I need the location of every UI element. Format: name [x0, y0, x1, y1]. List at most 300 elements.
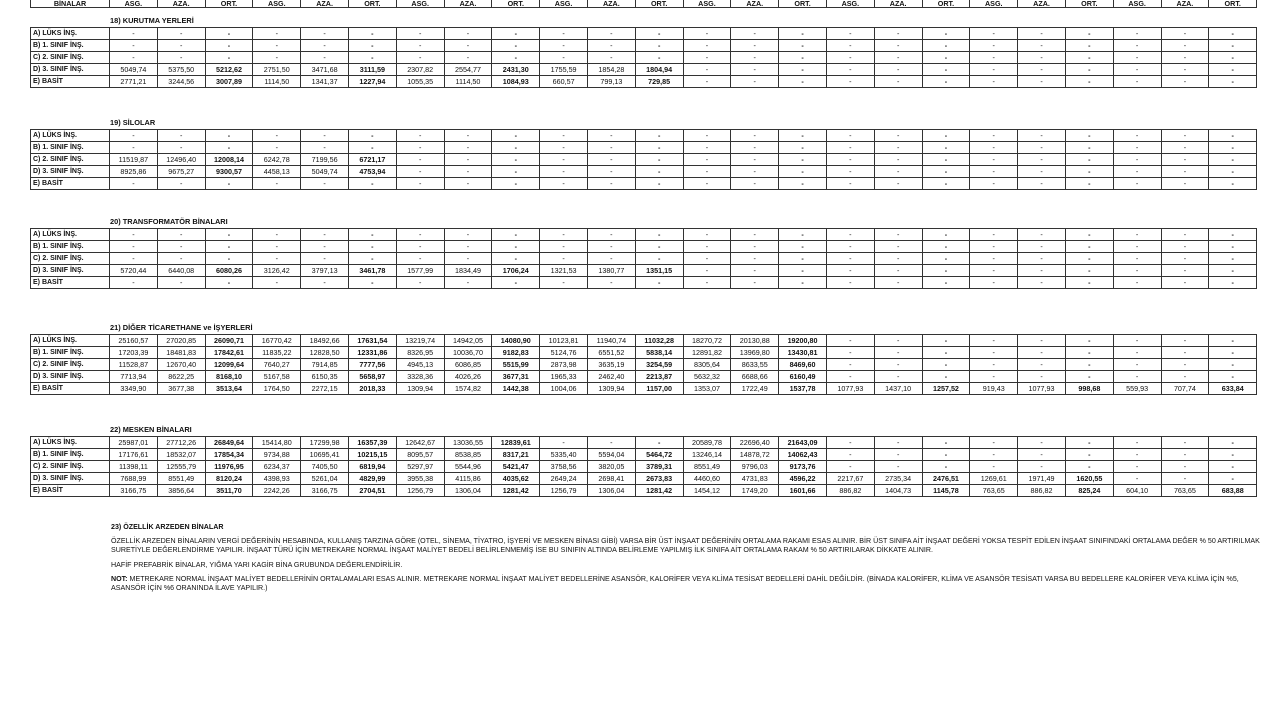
- table-cell: 25160,57: [110, 335, 158, 347]
- table-cell: -: [1065, 437, 1113, 449]
- table-cell: -: [970, 461, 1018, 473]
- table-cell: 2272,15: [301, 383, 349, 395]
- table-cell: -: [1161, 166, 1209, 178]
- table-cell: -: [779, 241, 827, 253]
- table-cell: -: [826, 178, 874, 190]
- table-cell: 7914,85: [301, 359, 349, 371]
- table-cell: -: [1065, 178, 1113, 190]
- table-row: [31, 28, 1257, 40]
- table-cell: 6234,37: [253, 461, 301, 473]
- table-cell: -: [540, 178, 588, 190]
- table-cell: -: [1065, 166, 1113, 178]
- table-cell: 6150,35: [301, 371, 349, 383]
- table-cell: -: [731, 241, 779, 253]
- table-cell: 1256,79: [540, 485, 588, 497]
- table-cell: -: [540, 52, 588, 64]
- table-cell: 2431,30: [492, 64, 540, 76]
- table-cell: 14062,43: [779, 449, 827, 461]
- table-cell: -: [826, 437, 874, 449]
- table-cell: 6160,49: [779, 371, 827, 383]
- table-cell: -: [826, 265, 874, 277]
- table-cell: -: [540, 241, 588, 253]
- table-cell: 18492,66: [301, 335, 349, 347]
- table-cell: -: [874, 76, 922, 88]
- column-header: AZA.: [1161, 0, 1209, 8]
- table-cell: -: [635, 229, 683, 241]
- table-cell: 1722,49: [731, 383, 779, 395]
- table-cell: -: [157, 178, 205, 190]
- table-cell: -: [396, 178, 444, 190]
- table-cell: -: [970, 64, 1018, 76]
- table-cell: 4026,26: [444, 371, 492, 383]
- table-cell: -: [1018, 359, 1066, 371]
- table-cell: -: [1113, 253, 1161, 265]
- table-cell: 3166,75: [110, 485, 158, 497]
- table-cell: -: [683, 64, 731, 76]
- table-cell: -: [1209, 64, 1257, 76]
- table-cell: 4596,22: [779, 473, 827, 485]
- table-cell: 1227,94: [348, 76, 396, 88]
- table-cell: -: [492, 130, 540, 142]
- table-cell: 12496,40: [157, 154, 205, 166]
- table-cell: 19200,80: [779, 335, 827, 347]
- table-cell: -: [874, 142, 922, 154]
- table-cell: -: [683, 178, 731, 190]
- table-cell: -: [635, 142, 683, 154]
- table-cell: 3789,31: [635, 461, 683, 473]
- table-cell: 3677,38: [157, 383, 205, 395]
- row-label: B) 1. SINIF İNŞ.: [31, 142, 110, 154]
- table-cell: 17842,61: [205, 347, 253, 359]
- table-cell: -: [635, 241, 683, 253]
- table-cell: -: [683, 265, 731, 277]
- table-cell: 2462,40: [587, 371, 635, 383]
- table-cell: -: [874, 265, 922, 277]
- table-cell: -: [970, 253, 1018, 265]
- table-cell: -: [540, 154, 588, 166]
- row-label: D) 3. SINIF İNŞ.: [31, 64, 110, 76]
- table-cell: -: [110, 28, 158, 40]
- table-cell: -: [157, 142, 205, 154]
- table-cell: -: [348, 40, 396, 52]
- row-label: B) 1. SINIF İNŞ.: [31, 347, 110, 359]
- table-cell: -: [874, 253, 922, 265]
- table-cell: -: [922, 28, 970, 40]
- table-cell: -: [396, 40, 444, 52]
- table-cell: 1574,82: [444, 383, 492, 395]
- table-cell: -: [970, 76, 1018, 88]
- table-cell: -: [396, 52, 444, 64]
- table-cell: 11398,11: [110, 461, 158, 473]
- row-label: B) 1. SINIF İNŞ.: [31, 449, 110, 461]
- table-cell: 13246,14: [683, 449, 731, 461]
- table-cell: -: [970, 166, 1018, 178]
- table-cell: -: [635, 52, 683, 64]
- table-cell: -: [731, 178, 779, 190]
- column-header: ORT.: [635, 0, 683, 8]
- table-cell: -: [444, 178, 492, 190]
- table-cell: 17176,61: [110, 449, 158, 461]
- table-cell: -: [1161, 371, 1209, 383]
- table-cell: 4398,93: [253, 473, 301, 485]
- table-cell: 1601,66: [779, 485, 827, 497]
- table-cell: -: [922, 130, 970, 142]
- table-cell: -: [874, 130, 922, 142]
- row-label: E) BASİT: [31, 178, 110, 190]
- table-row: [31, 229, 1257, 241]
- row-label: A) LÜKS İNŞ.: [31, 130, 110, 142]
- table-cell: -: [540, 142, 588, 154]
- table-cell: 3635,19: [587, 359, 635, 371]
- table-cell: -: [826, 166, 874, 178]
- table-cell: 11976,95: [205, 461, 253, 473]
- table-cell: -: [205, 28, 253, 40]
- table-cell: -: [1209, 178, 1257, 190]
- table-row: [31, 383, 1257, 395]
- table-cell: -: [1209, 130, 1257, 142]
- table-cell: 3007,89: [205, 76, 253, 88]
- table-cell: -: [1018, 437, 1066, 449]
- table-cell: 2018,33: [348, 383, 396, 395]
- table-cell: -: [396, 241, 444, 253]
- table-cell: -: [826, 229, 874, 241]
- table-cell: 1351,15: [635, 265, 683, 277]
- table-cell: -: [348, 241, 396, 253]
- table-cell: -: [1113, 229, 1161, 241]
- row-label: D) 3. SINIF İNŞ.: [31, 166, 110, 178]
- table-cell: -: [444, 241, 492, 253]
- row-label: A) LÜKS İNŞ.: [31, 229, 110, 241]
- table-cell: -: [635, 130, 683, 142]
- table-cell: -: [731, 166, 779, 178]
- table-cell: -: [205, 277, 253, 289]
- table-cell: -: [444, 142, 492, 154]
- table-cell: -: [683, 40, 731, 52]
- cost-table: [30, 334, 1257, 395]
- column-header: ASG.: [683, 0, 731, 8]
- table-cell: 26849,64: [205, 437, 253, 449]
- table-cell: 1257,52: [922, 383, 970, 395]
- table-cell: -: [587, 52, 635, 64]
- table-cell: 5297,97: [396, 461, 444, 473]
- table-cell: -: [1113, 178, 1161, 190]
- table-cell: -: [301, 28, 349, 40]
- table-cell: -: [970, 229, 1018, 241]
- table-cell: 20130,88: [731, 335, 779, 347]
- table-cell: 12828,50: [301, 347, 349, 359]
- table-cell: -: [348, 253, 396, 265]
- table-cell: -: [157, 253, 205, 265]
- table-cell: -: [444, 154, 492, 166]
- table-cell: -: [779, 142, 827, 154]
- table-cell: -: [922, 76, 970, 88]
- table-cell: -: [1113, 347, 1161, 359]
- table-cell: -: [922, 166, 970, 178]
- table-cell: -: [1161, 437, 1209, 449]
- table-cell: -: [1018, 461, 1066, 473]
- table-cell: 559,93: [1113, 383, 1161, 395]
- table-row: [31, 178, 1257, 190]
- table-cell: -: [922, 178, 970, 190]
- table-cell: -: [826, 253, 874, 265]
- table-cell: -: [826, 40, 874, 52]
- table-cell: -: [635, 253, 683, 265]
- table-cell: -: [396, 154, 444, 166]
- table-cell: -: [779, 229, 827, 241]
- table-row: [31, 449, 1257, 461]
- column-header: AZA.: [731, 0, 779, 8]
- table-row: [31, 166, 1257, 178]
- table-cell: -: [540, 40, 588, 52]
- table-cell: -: [779, 64, 827, 76]
- table-cell: -: [301, 142, 349, 154]
- table-cell: -: [587, 437, 635, 449]
- table-cell: 1854,28: [587, 64, 635, 76]
- column-header: AZA.: [157, 0, 205, 8]
- table-cell: -: [1209, 40, 1257, 52]
- table-cell: 10123,81: [540, 335, 588, 347]
- table-cell: -: [1065, 253, 1113, 265]
- table-cell: -: [348, 130, 396, 142]
- table-cell: 1706,24: [492, 265, 540, 277]
- table-cell: -: [731, 52, 779, 64]
- column-header: ORT.: [1209, 0, 1257, 8]
- table-cell: -: [683, 241, 731, 253]
- table-cell: 12891,82: [683, 347, 731, 359]
- table-cell: 1077,93: [1018, 383, 1066, 395]
- table-cell: 3856,64: [157, 485, 205, 497]
- table-cell: -: [540, 229, 588, 241]
- table-cell: -: [1113, 64, 1161, 76]
- table-cell: -: [396, 28, 444, 40]
- table-cell: 5167,58: [253, 371, 301, 383]
- table-cell: 8633,55: [731, 359, 779, 371]
- table-cell: -: [444, 166, 492, 178]
- table-cell: 6819,94: [348, 461, 396, 473]
- table-cell: -: [874, 166, 922, 178]
- table-cell: -: [874, 461, 922, 473]
- table-cell: -: [922, 142, 970, 154]
- table-cell: -: [826, 461, 874, 473]
- table-cell: -: [1065, 154, 1113, 166]
- table-cell: -: [1065, 142, 1113, 154]
- header-first-cell: BİNALAR: [31, 0, 110, 8]
- row-label: C) 2. SINIF İNŞ.: [31, 359, 110, 371]
- table-cell: -: [396, 142, 444, 154]
- row-label: C) 2. SINIF İNŞ.: [31, 253, 110, 265]
- table-cell: -: [1018, 178, 1066, 190]
- table-cell: -: [301, 52, 349, 64]
- table-cell: 6551,52: [587, 347, 635, 359]
- table-cell: -: [826, 371, 874, 383]
- table-row: [31, 76, 1257, 88]
- column-header: AZA.: [874, 0, 922, 8]
- table-cell: 1577,99: [396, 265, 444, 277]
- row-label: E) BASİT: [31, 485, 110, 497]
- table-cell: -: [874, 277, 922, 289]
- table-row: [31, 142, 1257, 154]
- table-cell: -: [1209, 166, 1257, 178]
- table-cell: 3797,13: [301, 265, 349, 277]
- table-cell: -: [826, 277, 874, 289]
- table-cell: 1380,77: [587, 265, 635, 277]
- table-cell: 1157,00: [635, 383, 683, 395]
- table-cell: -: [205, 241, 253, 253]
- table-cell: -: [110, 52, 158, 64]
- table-cell: -: [826, 241, 874, 253]
- table-cell: -: [205, 40, 253, 52]
- table-cell: -: [874, 371, 922, 383]
- column-header: ASG.: [253, 0, 301, 8]
- table-cell: -: [587, 178, 635, 190]
- table-cell: -: [587, 277, 635, 289]
- table-cell: -: [922, 347, 970, 359]
- table-cell: -: [301, 229, 349, 241]
- table-cell: 4731,83: [731, 473, 779, 485]
- table-cell: 18532,07: [157, 449, 205, 461]
- table-cell: 1004,06: [540, 383, 588, 395]
- table-cell: 2751,50: [253, 64, 301, 76]
- table-cell: -: [1113, 335, 1161, 347]
- column-header: ORT.: [492, 0, 540, 8]
- table-cell: -: [922, 64, 970, 76]
- table-cell: 12099,64: [205, 359, 253, 371]
- table-cell: 5632,32: [683, 371, 731, 383]
- table-cell: 5720,44: [110, 265, 158, 277]
- table-cell: -: [970, 52, 1018, 64]
- table-cell: 1437,10: [874, 383, 922, 395]
- table-cell: -: [1209, 335, 1257, 347]
- table-cell: 1269,61: [970, 473, 1018, 485]
- table-cell: 8538,85: [444, 449, 492, 461]
- row-label: B) 1. SINIF İNŞ.: [31, 241, 110, 253]
- table-cell: -: [1209, 142, 1257, 154]
- table-cell: -: [731, 253, 779, 265]
- table-cell: 14942,05: [444, 335, 492, 347]
- table-cell: -: [922, 277, 970, 289]
- table-cell: -: [683, 142, 731, 154]
- table-row: [31, 359, 1257, 371]
- table-cell: -: [1065, 359, 1113, 371]
- row-label: B) 1. SINIF İNŞ.: [31, 40, 110, 52]
- table-cell: -: [444, 229, 492, 241]
- table-cell: -: [157, 277, 205, 289]
- table-cell: -: [635, 28, 683, 40]
- table-cell: -: [110, 130, 158, 142]
- column-header: AZA.: [444, 0, 492, 8]
- table-cell: 3471,68: [301, 64, 349, 76]
- table-cell: 2704,51: [348, 485, 396, 497]
- table-cell: 1749,20: [731, 485, 779, 497]
- table-cell: -: [731, 76, 779, 88]
- table-cell: -: [683, 76, 731, 88]
- table-cell: -: [922, 154, 970, 166]
- table-cell: -: [110, 142, 158, 154]
- table-cell: -: [1018, 130, 1066, 142]
- table-cell: -: [492, 52, 540, 64]
- table-cell: 7405,50: [301, 461, 349, 473]
- table-cell: -: [587, 28, 635, 40]
- table-cell: -: [396, 253, 444, 265]
- table-cell: 1404,73: [874, 485, 922, 497]
- table-row: [31, 52, 1257, 64]
- table-cell: -: [1018, 52, 1066, 64]
- table-cell: -: [970, 335, 1018, 347]
- table-row: [31, 437, 1257, 449]
- table-cell: -: [1018, 166, 1066, 178]
- table-cell: -: [826, 449, 874, 461]
- table-cell: -: [110, 253, 158, 265]
- table-cell: -: [1018, 277, 1066, 289]
- table-cell: 5335,40: [540, 449, 588, 461]
- table-cell: -: [635, 178, 683, 190]
- section-title: 21) DİĞER TİCARETHANE ve İŞYERLERİ: [110, 323, 253, 332]
- table-cell: -: [922, 241, 970, 253]
- cost-table: [30, 228, 1257, 289]
- table-row: [31, 461, 1257, 473]
- table-cell: -: [301, 277, 349, 289]
- cost-table: [30, 27, 1257, 88]
- table-cell: -: [970, 449, 1018, 461]
- table-cell: -: [1065, 449, 1113, 461]
- table-cell: -: [970, 359, 1018, 371]
- table-cell: 11528,87: [110, 359, 158, 371]
- table-cell: 12331,86: [348, 347, 396, 359]
- table-cell: -: [922, 265, 970, 277]
- table-cell: -: [1161, 64, 1209, 76]
- table-cell: 9675,27: [157, 166, 205, 178]
- notes-note: [111, 575, 1261, 593]
- table-cell: -: [1018, 241, 1066, 253]
- table-cell: -: [253, 52, 301, 64]
- table-cell: -: [826, 335, 874, 347]
- column-header: AZA.: [301, 0, 349, 8]
- table-cell: -: [874, 449, 922, 461]
- table-cell: -: [683, 253, 731, 265]
- table-cell: -: [540, 28, 588, 40]
- table-cell: -: [1161, 40, 1209, 52]
- row-label: C) 2. SINIF İNŞ.: [31, 154, 110, 166]
- table-cell: -: [970, 241, 1018, 253]
- table-cell: -: [157, 241, 205, 253]
- row-label: D) 3. SINIF İNŞ.: [31, 265, 110, 277]
- table-cell: -: [874, 154, 922, 166]
- table-cell: 16357,39: [348, 437, 396, 449]
- table-cell: 2213,87: [635, 371, 683, 383]
- table-cell: -: [587, 229, 635, 241]
- table-cell: 8551,49: [157, 473, 205, 485]
- table-cell: 7640,27: [253, 359, 301, 371]
- table-cell: 8317,21: [492, 449, 540, 461]
- table-row: [31, 253, 1257, 265]
- table-cell: 1256,79: [396, 485, 444, 497]
- table-cell: -: [540, 253, 588, 265]
- table-cell: 6080,26: [205, 265, 253, 277]
- table-cell: 11519,87: [110, 154, 158, 166]
- table-cell: 6688,66: [731, 371, 779, 383]
- table-cell: -: [1161, 277, 1209, 289]
- table-cell: 2242,26: [253, 485, 301, 497]
- table-cell: -: [1113, 461, 1161, 473]
- table-cell: 17854,34: [205, 449, 253, 461]
- table-cell: -: [1113, 277, 1161, 289]
- table-row: [31, 265, 1257, 277]
- table-cell: 11940,74: [587, 335, 635, 347]
- table-cell: -: [110, 178, 158, 190]
- table-cell: -: [396, 166, 444, 178]
- table-cell: -: [1113, 437, 1161, 449]
- table-cell: 919,43: [970, 383, 1018, 395]
